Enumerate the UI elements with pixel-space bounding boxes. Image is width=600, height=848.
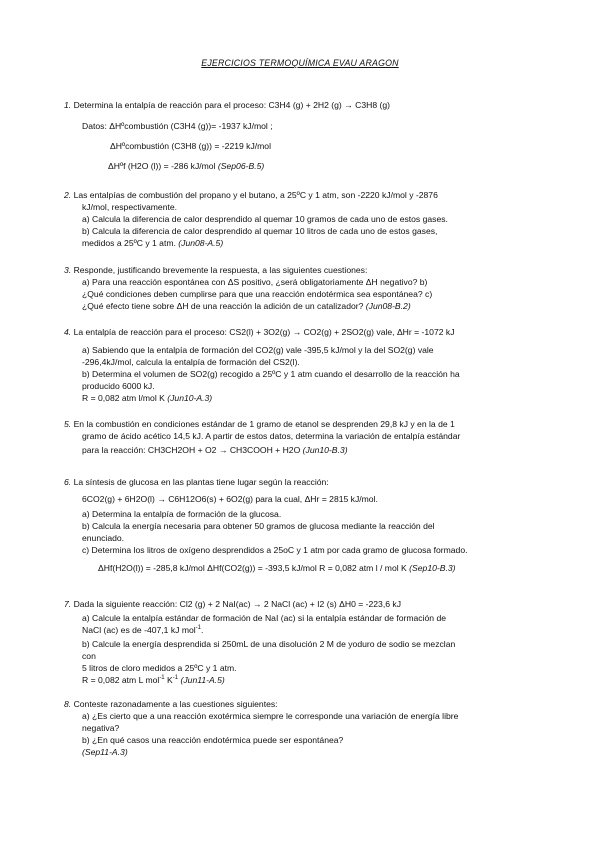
data-line: ΔHf(H2O(l)) = -285,8 kJ/mol ΔHf(CO2(g)) = -393,5 kJ/mol R = 0,082 atm l / mol K bbox=[98, 563, 407, 573]
exam-reference: (Jun08-A.5) bbox=[178, 238, 224, 248]
part-a: NaCl (ac) es de -407,1 kJ mol$^{-1}$. bbox=[82, 625, 204, 635]
data-line: Datos: ΔHºcombustión (C3H4 (g))= -1937 kJ/mol ; bbox=[82, 121, 273, 131]
superscript: -1 bbox=[195, 625, 202, 632]
question-8 bbox=[64, 698, 544, 758]
question-text: La síntesis de glucosa en las plantas tiene lugar según la reacción: bbox=[73, 477, 329, 487]
data-line: ΔHºf (H2O (l)) = -286 kJ/mol bbox=[108, 161, 216, 171]
exam-reference: (Sep11-A.3) bbox=[82, 747, 128, 757]
question-text: kJ/mol, respectivamente. bbox=[82, 202, 178, 212]
question-number: 5. bbox=[64, 419, 72, 429]
question-text: Responde, justificando brevemente la respuesta, a las siguientes cuestiones: bbox=[73, 265, 368, 275]
question-text: En la combustión en condiciones estándar de 1 gramo de etanol se desprenden 29,8 kJ y en la de 1 bbox=[73, 419, 455, 429]
data-line: ΔHºcombustión (C3H8 (g)) = -2219 kJ/mol bbox=[110, 141, 271, 151]
part-b: b) Determina el volumen de SO2(g) recogido a 25ºC y 1 atm cuando el desarrollo de la reacción ha bbox=[82, 369, 460, 379]
part-a: negativa? bbox=[82, 723, 120, 733]
exam-reference: (Jun11-A.5) bbox=[180, 675, 225, 685]
question-6 bbox=[64, 476, 544, 574]
constant-r: R = 0,082 atm L mol$^{-1}$ $K^{-1}$ (Jun11-A.5) bbox=[82, 675, 225, 685]
question-number: 6. bbox=[64, 477, 72, 487]
question-2 bbox=[64, 189, 544, 249]
question-number: 1. bbox=[64, 100, 72, 110]
part-a: a) ¿Es cierto que a una reacción exotérmica siempre le corresponde una variación de energía libre bbox=[82, 711, 459, 721]
part-b: medidos a 25ºC y 1 atm. bbox=[82, 238, 176, 248]
document-title: EJERCICIOS TERMOQUÍMICA EVAU ARAGON bbox=[201, 58, 399, 68]
question-number: 3. bbox=[64, 265, 72, 275]
part-b: b) Calcula la diferencia de calor desprendido al quemar 10 litros de cada uno de estos gases, bbox=[82, 226, 438, 236]
part-b: b) Calcula la energía necesaria para obtener 50 gramos de glucosa mediante la reacción del bbox=[82, 521, 435, 531]
question-1 bbox=[64, 99, 544, 172]
question-text: Las entalpías de combustión del propano y el butano, a 25ºC y 1 atm, son -2220 kJ/mol y -2876 bbox=[73, 190, 438, 200]
part-a: a) Calcule la entalpía estándar de formación de NaI (ac) si la entalpía estándar de formación de bbox=[82, 613, 447, 623]
question-text: para la reacción: CH3CH2OH + O2 → CH3COOH + H2O bbox=[82, 445, 301, 455]
exam-reference: (Jun10-A.3) bbox=[167, 393, 213, 403]
part-b: b) Calcule la energía desprendida si 250mL de una disolución 2 M de yoduro de sodio se mezclan bbox=[82, 639, 456, 649]
question-text: gramo de ácido acético 14,5 kJ. A partir de estos datos, determina la variación de entalpía estándar bbox=[82, 431, 461, 441]
part-b: 5 litros de cloro medidos a 25ºC y 1 atm. bbox=[82, 663, 237, 673]
question-number: 8. bbox=[64, 699, 72, 709]
part-a: a) Para una reacción espontánea con ΔS positivo, ¿será obligatoriamente ΔH negativo? b) bbox=[82, 277, 428, 287]
question-number: 4. bbox=[64, 327, 72, 337]
part-a: a) Sabiendo que la entalpía de formación del CO2(g) vale -395,5 kJ/mol y la del SO2(g) vale bbox=[82, 345, 434, 355]
part-c: c) Determina los litros de oxígeno desprendidos a 25oC y 1 atm por cada gramo de glucosa formado. bbox=[82, 545, 468, 555]
part-b: producido 6000 kJ. bbox=[82, 381, 155, 391]
question-5 bbox=[64, 418, 544, 456]
exam-reference: (Jun08-B.2) bbox=[365, 301, 411, 311]
part-a: a) Determina la entalpía de formación de la glucosa. bbox=[82, 509, 282, 519]
exam-reference: (Jun10-B.3) bbox=[302, 445, 348, 455]
question-text: Determina la entalpía de reacción para el proceso: C3H4 (g) + 2H2 (g) → C3H8 (g) bbox=[73, 100, 391, 110]
question-number: 7. bbox=[64, 599, 72, 609]
question-3 bbox=[64, 264, 544, 312]
constant-r: R = 0,082 atm l/mol K bbox=[82, 393, 165, 403]
part-b: b) ¿En qué casos una reacción endotérmica puede ser espontánea? bbox=[82, 735, 344, 745]
question-text: La entalpía de reacción para el proceso: CS2(l) + 3O2(g) → CO2(g) + 2SO2(g) vale, ΔHr = -1072 kJ bbox=[73, 327, 455, 337]
reaction-equation: 6CO2(g) + 6H2O(l) → C6H12O6(s) + 6O2(g) para la cual, ΔHr = 2815 kJ/mol. bbox=[82, 494, 378, 504]
question-4 bbox=[64, 326, 544, 404]
question-number: 2. bbox=[64, 190, 72, 200]
part-b: con bbox=[82, 651, 96, 661]
part-a: a) Calcula la diferencia de calor desprendido al quemar 10 gramos de cada uno de estos gases. bbox=[82, 214, 448, 224]
question-text: Conteste razonadamente a las cuestiones siguientes: bbox=[73, 699, 278, 709]
part-b: enunciado. bbox=[82, 533, 125, 543]
question-text: Dada la siguiente reacción: Cl2 (g) + 2 NaI(ac) → 2 NaCl (ac) + I2 (s) ΔH0 = -223,6 kJ bbox=[73, 599, 401, 609]
exam-reference: (Sep10-B.3) bbox=[409, 563, 456, 573]
exam-reference: (Sep06-B.5) bbox=[217, 161, 265, 171]
part-a: -296,4kJ/mol, calcula la entalpía de formación del CS2(l). bbox=[82, 357, 300, 367]
part-b: ¿Qué condiciones deben cumplirse para que una reacción endotérmica sea espontánea? c) bbox=[82, 289, 433, 299]
part-c: ¿Qué efecto tiene sobre ΔH de una reacción la adición de un catalizador? bbox=[82, 301, 364, 311]
question-7 bbox=[64, 598, 544, 686]
